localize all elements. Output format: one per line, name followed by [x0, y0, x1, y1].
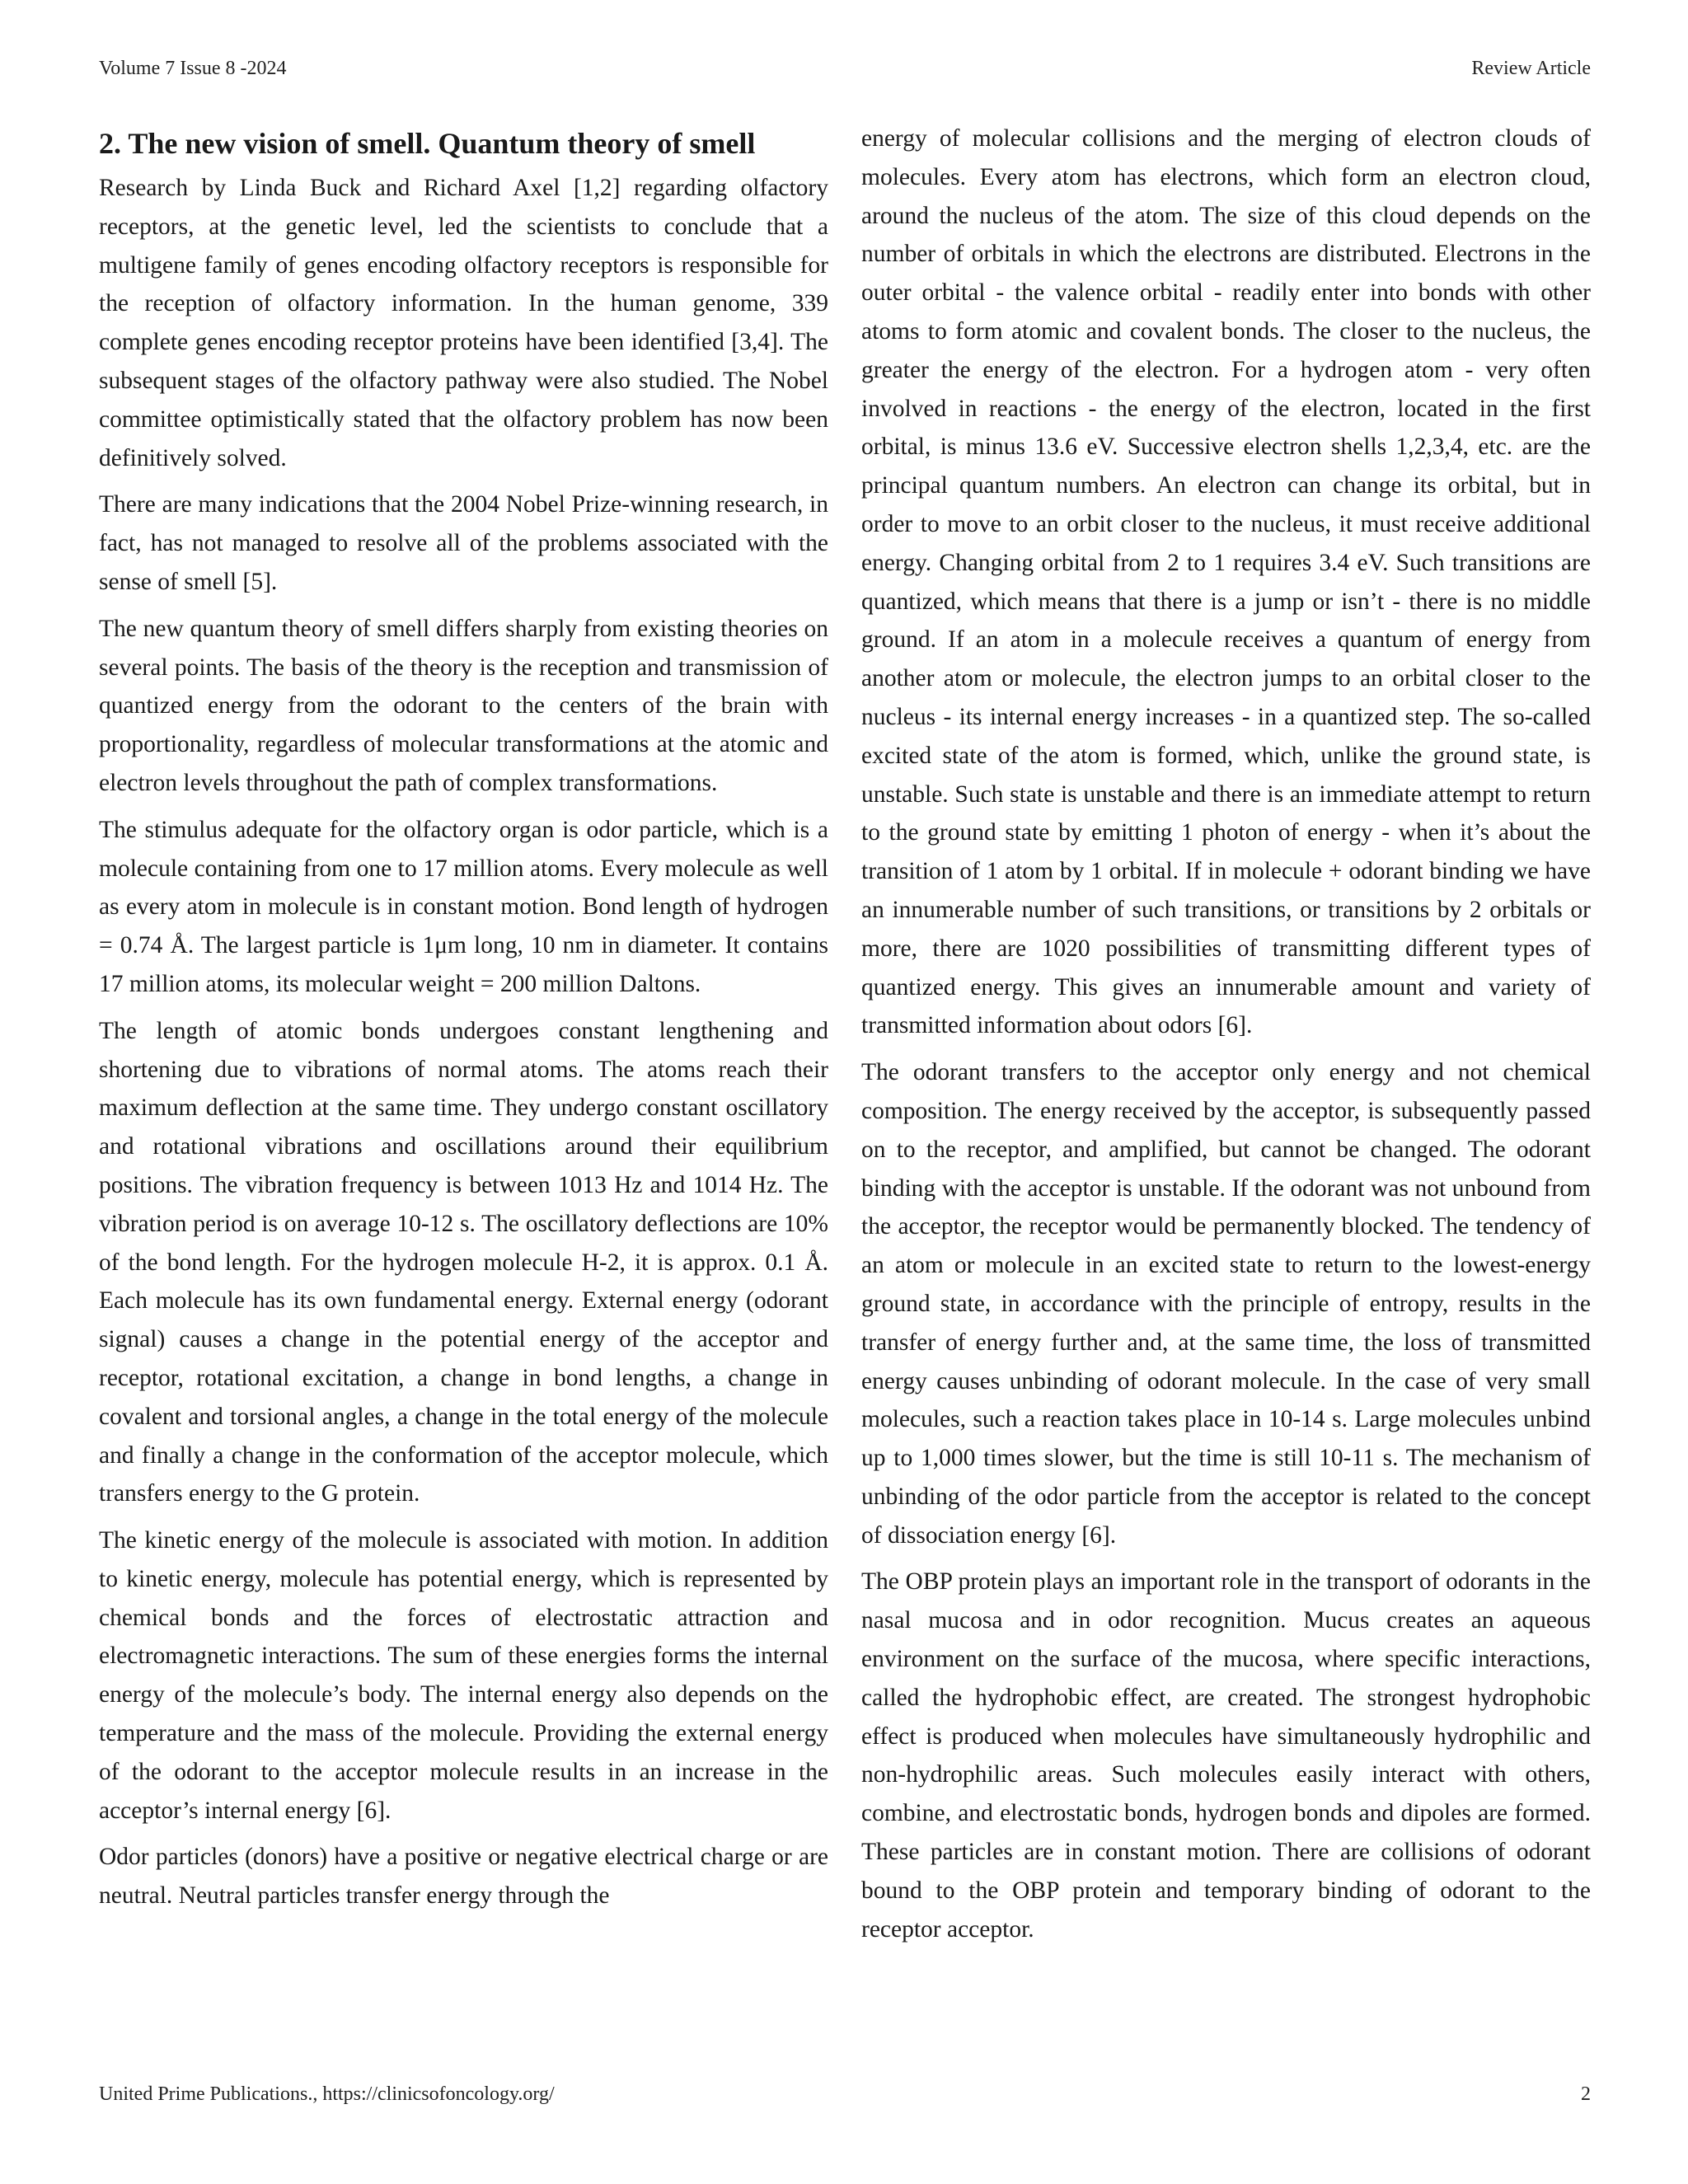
- paragraph: Research by Linda Buck and Richard Axel [1,2] regarding olfactory receptors, at the genetic level, led the scientists to conclude that a multigene family of genes encoding olfactory receptors is responsible for the reception of olfactory information. In the human genome, 339 complete genes encoding receptor proteins have been identified [3,4]. The subsequent stages of the olfactory pathway were also studied. The Nobel committee optimistically stated that the olfactory problem has now been definitively solved.: [99, 175, 828, 471]
- publisher-footer: United Prime Publications., https://clinicsofoncology.org/: [99, 2083, 555, 2105]
- page-number: 2: [1581, 2083, 1591, 2105]
- paragraph: energy of molecular collisions and the merging of electron clouds of molecules. Every atom has electrons, which form an electron cloud, around the nucleus of the atom. The size of this cloud depends on the number of orbitals in which the electrons are distributed. Electrons in the outer orbital - the valence orbital - readily enter into bonds with other atoms to form atomic and covalent bonds. The closer to the nucleus, the greater the energy of the electron. For a hydrogen atom - very often involved in reactions - the energy of the electron, located in the first orbital, is minus 13.6 eV. Successive electron shells 1,2,3,4, etc. are the principal quantum numbers. An electron can change its orbital, but in order to move to an orbit closer to the nucleus, it must receive additional energy. Changing orbital from 2 to 1 requires 3.4 eV. Such transitions are quantized, which means that there is a jump or isn’t - there is no middle ground. If an atom in a molecule receives a quantum of energy from another atom or molecule, the electron jumps to an orbital closer to the nucleus - its internal energy increases - in a quantized step. The so-called excited state of the atom is formed, which, unlike the ground state, is unstable. Such state is unstable and there is an immediate attempt to return to the ground state by emitting 1 photon of energy - when it’s about the transition of 1 atom by 1 orbital. If in molecule + odorant binding we have an innumerable number of such transitions, or transitions by 2 orbitals or more, there are 1020 possibilities of transmitting different types of quantized energy. This gives an innumerable amount and variety of transmitted information about odors [6].: [861, 125, 1591, 1039]
- section-title: 2. The new vision of smell. Quantum theory of smell: [99, 127, 756, 160]
- right-column: [861, 120, 1591, 1957]
- paragraph: The OBP protein plays an important role in the transport of odorants in the nasal mucosa and in odor recognition. Mucus creates an aqueous environment on the surface of the mucosa, where specific interactions, called the hydrophobic effect, are created. The strongest hydrophobic effect is produced when molecules have simultaneously hydrophilic and non-hydrophilic areas. Such molecules easily interact with others, combine, and electrostatic bonds, hydrogen bonds and dipoles are formed. These particles are in constant motion. There are collisions of odorant bound to the OBP protein and temporary binding of odorant to the receptor acceptor.: [861, 1568, 1591, 1943]
- paragraph: There are many indications that the 2004 Nobel Prize-winning research, in fact, has not managed to resolve all of the problems associated with the sense of smell [5].: [99, 491, 828, 595]
- paragraph: The length of atomic bonds undergoes constant lengthening and shortening due to vibrations of normal atoms. The atoms reach their maximum deflection at the same time. They undergo constant oscillatory and rotational vibrations and oscillations around their equilibrium positions. The vibration frequency is between 1013 Hz and 1014 Hz. The vibration period is on average 10-12 s. The oscillatory deflections are 10% of the bond length. For the hydrogen molecule H-2, it is approx. 0.1 Å. Each molecule has its own fundamental energy. External energy (odorant signal) causes a change in the potential energy of the acceptor and receptor, rotational excitation, a change in bond lengths, a change in covalent and torsional angles, a change in the total energy of the molecule and finally a change in the conformation of the acceptor molecule, which transfers energy to the G protein.: [99, 1017, 828, 1507]
- paragraph: Odor particles (donors) have a positive or negative electrical charge or are neutral. Neutral particles transfer energy through the: [99, 1844, 828, 1910]
- paragraph: The stimulus adequate for the olfactory organ is odor particle, which is a molecule containing from one to 17 million atoms. Every molecule as well as every atom in molecule is in constant motion. Bond length of hydrogen = 0.74 Å. The largest particle is 1μm long, 10 nm in diameter. It contains 17 million atoms, its molecular weight = 200 million Daltons.: [99, 816, 828, 997]
- paragraph: The new quantum theory of smell differs sharply from existing theories on several points. The basis of the theory is the reception and transmission of quantized energy from the odorant to the centers of the brain with proportionality, regardless of molecular transformations at the atomic and electron levels throughout the path of complex transformations.: [99, 615, 828, 796]
- article-type: Review Article: [1471, 58, 1591, 79]
- left-column: [99, 120, 828, 1924]
- journal-volume: Volume 7 Issue 8 -2024: [99, 58, 287, 79]
- paragraph: The kinetic energy of the molecule is associated with motion. In addition to kinetic energy, molecule has potential energy, which is represented by chemical bonds and the forces of electrostatic attraction and electromagnetic interactions. The sum of these energies forms the internal energy of the molecule’s body. The internal energy also depends on the temperature and the mass of the molecule. Providing the external energy of the odorant to the acceptor molecule results in an increase in the acceptor’s internal energy [6].: [99, 1527, 828, 1824]
- paragraph: The odorant transfers to the acceptor only energy and not chemical composition. The energy received by the acceptor, is subsequently passed on to the receptor, and amplified, but cannot be changed. The odorant binding with the acceptor is unstable. If the odorant was not unbound from the acceptor, the receptor would be permanently blocked. The tendency of an atom or molecule in an excited state to return to the lowest-energy ground state, in accordance with the principle of entropy, results in the transfer of energy further and, at the same time, the loss of transmitted energy causes unbinding of odorant molecule. In the case of very small molecules, such a reaction takes place in 10-14 s. Large molecules unbind up to 1,000 times slower, but the time is still 10-11 s. The mechanism of unbinding of the odor particle from the acceptor is related to the concept of dissociation energy [6].: [861, 1059, 1591, 1549]
